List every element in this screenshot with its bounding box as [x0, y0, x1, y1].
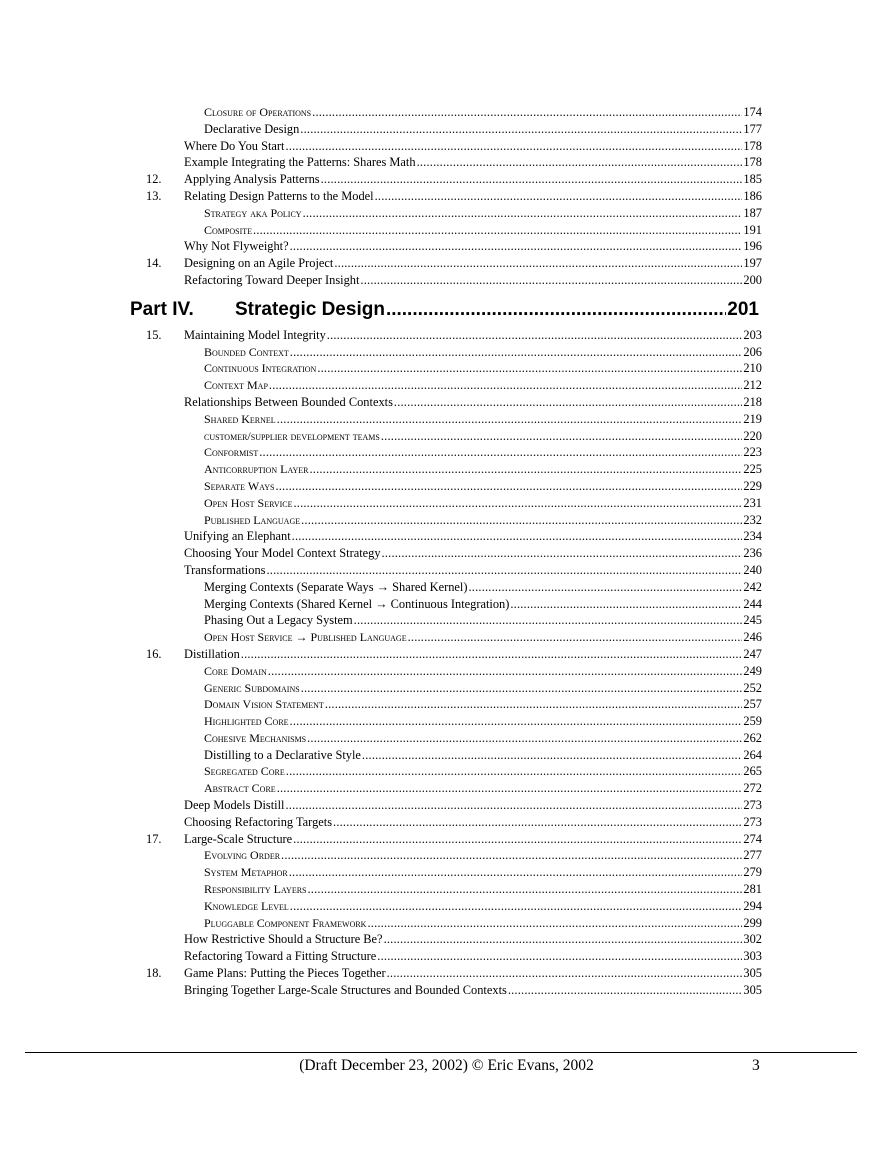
- leader-dots: [292, 528, 743, 545]
- toc-entry-line: [204, 104, 762, 121]
- toc-entry: [0, 545, 893, 562]
- toc-page-number: 273: [743, 814, 762, 829]
- toc-page-number: 200: [743, 272, 762, 287]
- toc-page-number: 242: [743, 579, 762, 594]
- toc-page-number: 279: [743, 865, 762, 880]
- toc-entry: [0, 528, 893, 545]
- toc-entry-line: [204, 344, 762, 361]
- leader-dots: [286, 763, 743, 780]
- leader-dots: [290, 344, 743, 361]
- toc-page-number: 302: [743, 932, 762, 947]
- toc-entry-line: [184, 562, 762, 579]
- toc-entry: [0, 255, 893, 272]
- toc-entry: [0, 104, 893, 121]
- toc-entry: [0, 461, 893, 478]
- toc-page-number: 218: [743, 394, 762, 409]
- toc-entry-line: [204, 713, 762, 730]
- toc-page-number: 220: [743, 428, 762, 443]
- toc-page-number: 272: [743, 781, 762, 796]
- toc-entry: [0, 377, 893, 394]
- toc-entry-line: [184, 831, 762, 848]
- toc-entry-line: [204, 596, 762, 613]
- toc-page-number: 223: [743, 445, 762, 460]
- leader-dots: [325, 696, 743, 713]
- toc-entry: [0, 814, 893, 831]
- toc-entry-title: Unifying an Elephant: [184, 529, 291, 544]
- toc-entry-title: Game Plans: Putting the Pieces Together: [184, 966, 386, 981]
- toc-entry: [0, 171, 893, 188]
- toc-entry-title: Core Domain: [204, 663, 267, 678]
- toc-entry-line: [184, 394, 762, 411]
- leader-dots: [384, 931, 743, 948]
- leader-dots: [301, 512, 742, 529]
- toc-entry: [0, 696, 893, 713]
- toc-entry-title: Evolving Order: [204, 848, 281, 863]
- toc-page-number: 234: [743, 529, 762, 544]
- toc-entry-line: [204, 512, 762, 529]
- leader-dots: [312, 104, 742, 121]
- toc-entry: [0, 205, 893, 222]
- toc-entry-title: Transformations: [184, 562, 266, 577]
- toc-entry: [0, 121, 893, 138]
- toc-entry-title: Open Host Service: [204, 495, 293, 510]
- toc-entry-line: [204, 898, 762, 915]
- part-title: Strategic Design: [235, 298, 385, 320]
- toc-entry: [0, 495, 893, 512]
- toc-entry-title: Maintaining Model Integrity: [184, 327, 326, 342]
- toc-entry: [0, 780, 893, 797]
- toc-entry: [0, 394, 893, 411]
- toc-entry: [0, 154, 893, 171]
- leader-dots: [290, 713, 743, 730]
- toc-entry: [0, 864, 893, 881]
- toc-entry-title: Distillation: [184, 646, 240, 661]
- toc-entry-title: Why Not Flyweight?: [184, 239, 289, 254]
- toc-entry: [0, 596, 893, 613]
- chapter-number: 17.: [146, 831, 162, 846]
- toc-entry-line: [204, 444, 762, 461]
- toc-page-number: 236: [743, 546, 762, 561]
- toc-entry: [0, 948, 893, 965]
- toc-entry-title: customer/supplier development teams: [204, 428, 380, 443]
- toc-page-number: 299: [743, 915, 762, 930]
- toc-entry-line: [184, 931, 762, 948]
- toc-entry-line: [184, 138, 762, 155]
- toc-entry-line: [184, 171, 762, 188]
- leader-dots: [334, 255, 742, 272]
- toc-entry-title: Shared Kernel: [204, 411, 276, 426]
- leader-dots: [408, 629, 743, 646]
- toc-page-number: 257: [743, 697, 762, 712]
- toc-entry-line: [204, 222, 762, 239]
- toc-page-number: 274: [743, 831, 762, 846]
- toc-page-number: 265: [743, 764, 762, 779]
- toc-entry-title: Published Language: [204, 512, 301, 527]
- toc-entry-title: Pluggable Component Framework: [204, 915, 367, 930]
- toc-page-number: 252: [743, 680, 762, 695]
- toc-entry-title: Deep Models Distill: [184, 798, 285, 813]
- toc-entry-line: [204, 881, 762, 898]
- toc-page-number: 225: [743, 462, 762, 477]
- toc-entry-title: Phasing Out a Legacy System: [204, 613, 353, 628]
- leader-dots: [259, 444, 742, 461]
- leader-dots: [367, 915, 742, 932]
- leader-dots: [387, 965, 743, 982]
- toc-page-number: 245: [743, 613, 762, 628]
- toc-entry-title: Merging Contexts (Shared Kernel → Continuous Integration): [204, 596, 510, 611]
- toc-entry-line: [204, 579, 762, 596]
- toc-entry: [0, 478, 893, 495]
- toc-page-number: 196: [743, 239, 762, 254]
- leader-dots: [508, 982, 743, 999]
- leader-dots: [469, 579, 743, 596]
- toc-entry-title: Where Do You Start: [184, 138, 285, 153]
- part-page-number: 201: [727, 298, 759, 320]
- toc-page-number: 305: [743, 966, 762, 981]
- toc-page-number: 303: [743, 949, 762, 964]
- toc-entry-line: [184, 238, 762, 255]
- leader-dots: [360, 272, 742, 289]
- toc-entry-line: [204, 680, 762, 697]
- page-number: 3: [752, 1057, 760, 1074]
- toc-entry: [0, 797, 893, 814]
- toc-entry-title: How Restrictive Should a Structure Be?: [184, 932, 383, 947]
- leader-dots: [293, 831, 742, 848]
- toc-entry-line: [204, 780, 762, 797]
- toc-entry: [0, 428, 893, 445]
- leader-dots: [381, 428, 743, 445]
- toc-entry-title: Bounded Context: [204, 344, 289, 359]
- part-label: Part IV.: [130, 298, 194, 320]
- toc-entry-line: [204, 495, 762, 512]
- toc-page-number: 249: [743, 663, 762, 678]
- toc-entry-line: [204, 864, 762, 881]
- leader-dots: [317, 360, 742, 377]
- toc-entry: [0, 411, 893, 428]
- toc-entry-title: Applying Analysis Patterns: [184, 172, 320, 187]
- toc-entry-line: [184, 545, 762, 562]
- toc-entry-title: Cohesive Mechanisms: [204, 730, 307, 745]
- toc-page-number: 229: [743, 478, 762, 493]
- leader-dots: [362, 747, 742, 764]
- toc-entry-title: Bringing Together Large-Scale Structures and Bounded Contexts: [184, 982, 507, 997]
- toc-page-number: 177: [743, 121, 762, 136]
- toc-page-number: 210: [743, 361, 762, 376]
- toc-page-number: 185: [743, 172, 762, 187]
- leader-dots: [327, 327, 743, 344]
- leader-dots: [417, 154, 743, 171]
- leader-dots: [268, 663, 743, 680]
- toc-page-number: 262: [743, 730, 762, 745]
- toc-entry: [0, 831, 893, 848]
- leader-dots: [253, 222, 742, 239]
- leader-dots: [394, 394, 743, 411]
- leader-dots: [300, 121, 742, 138]
- toc-entry: [0, 562, 893, 579]
- leader-dots: [375, 188, 743, 205]
- leader-dots: [269, 377, 743, 394]
- toc-entry-title: Highlighted Core: [204, 714, 289, 729]
- toc-page-number: 294: [743, 898, 762, 913]
- toc-entry-line: [184, 646, 762, 663]
- toc-page-number: 277: [743, 848, 762, 863]
- toc-entry: [0, 898, 893, 915]
- toc-entry-title: Choosing Your Model Context Strategy: [184, 546, 381, 561]
- toc-entry-line: [204, 847, 762, 864]
- leader-dots: [377, 948, 742, 965]
- toc-entry: [0, 646, 893, 663]
- toc-page-number: 178: [743, 138, 762, 153]
- toc-entry: [0, 915, 893, 932]
- toc-page-number: 264: [743, 747, 762, 762]
- toc-entry-title: Abstract Core: [204, 781, 276, 796]
- toc-entry-line: [204, 478, 762, 495]
- leader-dots: [293, 495, 742, 512]
- toc-entry-title: Example Integrating the Patterns: Shares Math: [184, 155, 416, 170]
- toc-entry-line: [204, 629, 762, 646]
- toc-page-number: 281: [743, 882, 762, 897]
- leader-dots: [281, 847, 742, 864]
- toc-entry-title: Knowledge Level: [204, 898, 289, 913]
- toc-entry-title: Open Host Service → Published Language: [204, 630, 407, 645]
- toc-entry-line: [204, 747, 762, 764]
- toc-entry-line: [204, 763, 762, 780]
- toc-page-number: 246: [743, 630, 762, 645]
- leader-dots: [301, 680, 743, 697]
- toc-entry-line: [204, 121, 762, 138]
- leader-dots: [307, 730, 742, 747]
- chapter-number: 15.: [146, 327, 162, 342]
- toc-entry-title: Relating Design Patterns to the Model: [184, 188, 374, 203]
- toc-entry: [0, 272, 893, 289]
- toc-entry-line: [184, 255, 762, 272]
- toc-entry: [0, 982, 893, 999]
- toc-page-number: 197: [743, 256, 762, 271]
- toc-page-number: 206: [743, 344, 762, 359]
- toc-page-number: 244: [743, 596, 762, 611]
- toc-section-before-part: [0, 104, 893, 289]
- toc-entry-title: Continuous Integration: [204, 361, 317, 376]
- leader-dots: [321, 171, 743, 188]
- toc-entry-title: Responsibility Layers: [204, 882, 307, 897]
- leader-dots: [303, 205, 743, 222]
- leader-dots: [266, 562, 742, 579]
- leader-dots: [289, 864, 743, 881]
- toc-entry-title: Choosing Refactoring Targets: [184, 814, 333, 829]
- toc-entry: [0, 730, 893, 747]
- toc-entry-line: [184, 965, 762, 982]
- part-heading: [0, 289, 893, 327]
- leader-dots: [382, 545, 743, 562]
- toc-entry-title: Anticorruption Layer: [204, 462, 309, 477]
- toc-page-number: 232: [743, 512, 762, 527]
- toc-entry-line: [184, 327, 762, 344]
- toc-section-after-part: [0, 327, 893, 999]
- toc-entry: [0, 222, 893, 239]
- chapter-number: 12.: [146, 172, 162, 187]
- toc-entry-line: [204, 360, 762, 377]
- leader-dots: [277, 780, 743, 797]
- toc-page-number: 259: [743, 714, 762, 729]
- toc-entry-line: [184, 188, 762, 205]
- toc-page-number: 231: [743, 495, 762, 510]
- toc-entry-line: [184, 814, 762, 831]
- toc-entry: [0, 344, 893, 361]
- toc-entry-line: [204, 612, 762, 629]
- toc-page-number: 305: [743, 982, 762, 997]
- leader-dots: [275, 478, 742, 495]
- toc-entry-title: Declarative Design: [204, 121, 300, 136]
- toc-entry: [0, 444, 893, 461]
- toc-entry: [0, 847, 893, 864]
- toc-entry: [0, 663, 893, 680]
- toc-entry-title: Large-Scale Structure: [184, 831, 293, 846]
- toc-entry: [0, 763, 893, 780]
- toc-page-number: 247: [743, 646, 762, 661]
- toc-entry: [0, 579, 893, 596]
- toc-entry: [0, 931, 893, 948]
- toc-entry-title: Separate Ways: [204, 478, 275, 493]
- chapter-number: 16.: [146, 646, 162, 661]
- toc-page-number: 240: [743, 562, 762, 577]
- leader-dots: [290, 238, 743, 255]
- toc-entry-line: [184, 982, 762, 999]
- toc-entry: [0, 238, 893, 255]
- toc-entry-line: [204, 377, 762, 394]
- table-of-contents: [0, 104, 893, 999]
- toc-entry: [0, 680, 893, 697]
- chapter-number: 13.: [146, 188, 162, 203]
- toc-entry-line: [184, 154, 762, 171]
- toc-page-number: 187: [743, 205, 762, 220]
- toc-entry-title: Designing on an Agile Project: [184, 256, 334, 271]
- leader-dots: [277, 411, 743, 428]
- toc-entry: [0, 881, 893, 898]
- chapter-number: 18.: [146, 966, 162, 981]
- toc-entry-line: [184, 272, 762, 289]
- toc-page-number: 174: [743, 105, 762, 119]
- toc-entry-title: Context Map: [204, 378, 268, 393]
- leader-dots: [333, 814, 742, 831]
- toc-entry: [0, 629, 893, 646]
- part-entry: [235, 299, 759, 321]
- toc-entry-title: Generic Subdomains: [204, 680, 300, 695]
- toc-entry-line: [204, 915, 762, 932]
- toc-entry-title: System Metaphor: [204, 865, 288, 880]
- leader-dots: [354, 612, 743, 629]
- toc-entry: [0, 138, 893, 155]
- toc-entry-title: Strategy aka Policy: [204, 205, 302, 220]
- toc-entry-title: Refactoring Toward a Fitting Structure: [184, 949, 377, 964]
- toc-entry: [0, 512, 893, 529]
- toc-page-number: 186: [743, 188, 762, 203]
- toc-entry-title: Relationships Between Bounded Contexts: [184, 394, 393, 409]
- toc-page-number: 273: [743, 798, 762, 813]
- toc-page-number: 178: [743, 155, 762, 170]
- toc-entry-title: Refactoring Toward Deeper Insight: [184, 272, 360, 287]
- toc-entry: [0, 327, 893, 344]
- toc-entry-title: Closure of Operations: [204, 105, 312, 119]
- leader-dots: [309, 461, 742, 478]
- footer-text: (Draft December 23, 2002) © Eric Evans, 2002: [299, 1057, 594, 1074]
- toc-entry: [0, 188, 893, 205]
- toc-entry-title: Merging Contexts (Separate Ways → Shared Kernel): [204, 579, 468, 594]
- toc-entry-line: [204, 663, 762, 680]
- toc-entry-line: [184, 948, 762, 965]
- toc-entry-title: Composite: [204, 222, 253, 237]
- toc-entry-line: [204, 428, 762, 445]
- leader-dots: [286, 138, 743, 155]
- toc-entry-title: Conformist: [204, 445, 259, 460]
- toc-entry-line: [204, 696, 762, 713]
- toc-page-number: 219: [743, 411, 762, 426]
- toc-entry-title: Segregated Core: [204, 764, 285, 779]
- toc-entry: [0, 713, 893, 730]
- toc-entry-line: [204, 205, 762, 222]
- chapter-number: 14.: [146, 256, 162, 271]
- footer-rule: [25, 1052, 857, 1053]
- toc-page-number: 212: [743, 378, 762, 393]
- toc-entry-line: [204, 411, 762, 428]
- leader-dots: [386, 299, 726, 321]
- toc-entry: [0, 360, 893, 377]
- toc-entry: [0, 747, 893, 764]
- toc-entry: [0, 965, 893, 982]
- toc-entry-line: [204, 730, 762, 747]
- leader-dots: [308, 881, 743, 898]
- toc-entry-line: [184, 797, 762, 814]
- leader-dots: [241, 646, 743, 663]
- toc-entry-title: Domain Vision Statement: [204, 697, 324, 712]
- toc-page-number: 203: [743, 327, 762, 342]
- toc-entry-line: [184, 528, 762, 545]
- leader-dots: [290, 898, 743, 915]
- leader-dots: [286, 797, 743, 814]
- toc-entry-line: [204, 461, 762, 478]
- toc-entry-title: Distilling to a Declarative Style: [204, 747, 361, 762]
- leader-dots: [510, 596, 742, 613]
- toc-entry: [0, 612, 893, 629]
- toc-page-number: 191: [743, 222, 762, 237]
